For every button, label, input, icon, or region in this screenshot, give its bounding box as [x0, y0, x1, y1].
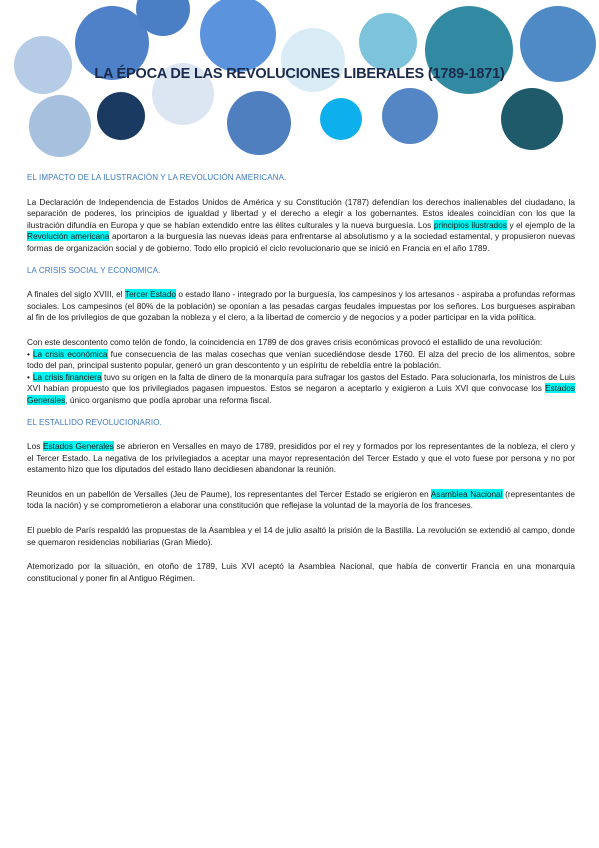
highlighted-text: principios ilustrados: [433, 219, 507, 230]
highlighted-text: La crisis económica: [32, 348, 108, 359]
section-heading: EL IMPACTO DE LA ILUSTRACIÓN Y LA REVOLUCIÓN AMERICANA.: [27, 173, 287, 182]
section-heading: LA CRISIS SOCIAL Y ECONOMICA.: [27, 265, 161, 275]
decorative-circle: [320, 98, 362, 140]
highlighted-text: Estados Generales: [27, 383, 575, 405]
paragraph: La Declaración de Independencia de Estados Unidos de América y su Constitución (1787) defendían los derechos inalienables del ciudadano, la separación de poderes, los principios de igualdad y libertad y el derecho a elegir a los gobernantes. Estos ideales coincidían con los que la ilustración difundía en Europa y que se habían extendido entre las élites culturales y la nueva burguesía. Los principios ilustrados y el ejemplo de la Revolución americana aportaron a la burguesía las nuevas ideas para enfrentarse al absolutismo y a la sociedad estamental, y propusieron nuevas formas de organización social y de gobierno. Todo ello propició el ciclo revolucionario que se inició en Francia en el año 1789.: [27, 196, 575, 253]
section-heading: EL ESTALLIDO REVOLUCIONARIO.: [27, 417, 162, 427]
paragraph: Atemorizado por la situación, en otoño de 1789, Luis XVI aceptó la Asamblea Nacional, que había de convertir Francia en una monarquía constitucional y poner fin al Antiguo Régimen.: [27, 561, 575, 583]
bullet-item: • La crisis económica fue consecuencia de las malas cosechas que venían sucediéndose desde 1760. El alza del precio de los alimentos, sobre todo del pan, principal sustento popular, generó un gran descontento y un espíritu de rebeldía entre la población.: [27, 348, 575, 371]
bullet-item: • La crisis financiera tuvo su origen en la falta de dinero de la monarquía para sufragar los gastos del Estado. Para solucionarla, los ministros de Luis XVI habían propuesto que los privilegiados pagasen impuestos. Estos se negaron a aceptarlo y exigieron a Luis XVI que convocase los Estados Generales, único organismo que podía aprobar una reforma fiscal.: [27, 371, 575, 405]
highlighted-text: Tercer Estado: [124, 289, 177, 300]
paragraph: A finales del siglo XVIII, el Tercer Estado o estado llano - integrado por la burguesía, los campesinos y los artesanos - aspiraba a profundas reformas sociales. Los campesinos (el 80% de la población) se oponían a las pesadas cargas feudales impuestas por los señores. Los burgueses aspiraban al fin de los privilegios de que gozaban la nobleza y el clero, a la libertad de comercio y de negocios y a poder participar en la vida política.: [27, 289, 575, 323]
bullet-icon: •: [27, 371, 30, 382]
paragraph: Reunidos en un pabellón de Versalles (Jeu de Paume), los representantes del Tercer Estado se erigieron en Asamblea Nacional (representantes de toda la nación) y se comprometieron a elaborar una constitución que reflejase la voluntad de la mayoría de los franceses.: [27, 488, 575, 511]
highlighted-text: La crisis financiera: [32, 371, 102, 382]
decorative-circle: [200, 0, 276, 72]
decorative-circle: [227, 91, 291, 155]
decorative-circle: [382, 88, 438, 144]
highlighted-text: Estados Generales: [42, 441, 114, 452]
highlighted-text: Asamblea Nacional: [430, 488, 503, 499]
paragraph: Con este descontento como telón de fondo, la coincidencia en 1789 de dos graves crisis económicas provocó el estallido de una revolución:: [27, 336, 543, 347]
decorative-circle: [281, 28, 345, 92]
decorative-circle: [97, 92, 145, 140]
decorative-circle: [14, 36, 72, 94]
decorative-circle: [501, 88, 563, 150]
bullet-icon: •: [27, 348, 30, 359]
paragraph: Los Estados Generales se abrieron en Versalles en mayo de 1789, presididos por el rey y formados por los representantes de la nobleza, el clero y el Tercer Estado. La negativa de los privilegiados a aceptar una mayor representación del Tercer Estado y que el voto fuese por persona y no por estamento hizo que los diputados del estado llano decidiesen abandonar la reunión.: [27, 441, 575, 475]
page-title: LA ÉPOCA DE LAS REVOLUCIONES LIBERALES (1789-1871): [94, 66, 505, 82]
decorative-circle: [29, 95, 91, 157]
decorative-circle: [359, 13, 417, 71]
document-body: [27, 172, 575, 584]
paragraph: El pueblo de París respaldó las propuestas de la Asamblea y el 14 de julio asaltó la prisión de la Bastilla. La revolución se extendió al campo, donde se quemaron residencias nobiliarias (Gran Miedo).: [27, 525, 575, 547]
highlighted-text: Revolución americana: [27, 231, 110, 242]
